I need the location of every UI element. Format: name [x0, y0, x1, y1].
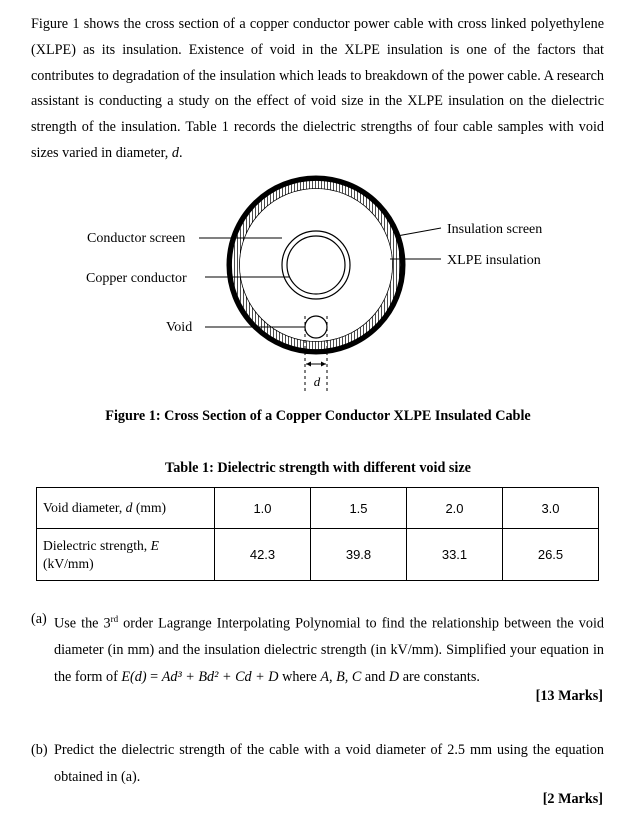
intro-paragraph: [31, 12, 604, 167]
question-a: [31, 606, 604, 690]
cable-cross-section-figure: [0, 170, 636, 406]
row-label-void-diameter: Void diameter, d (mm): [37, 488, 215, 529]
question-b-marks: [2 Marks]: [542, 791, 603, 807]
question-a-marks: [13 Marks]: [535, 688, 603, 704]
dimension-arrow-head-right: [321, 362, 326, 367]
table-row: [37, 488, 599, 529]
figure-caption: Figure 1: Cross Section of a Copper Conductor XLPE Insulated Cable: [105, 408, 531, 424]
label-copper-conductor: Copper conductor: [86, 271, 187, 286]
table-cell: 26.5: [503, 529, 599, 581]
dielectric-strength-table: [36, 487, 599, 581]
label-xlpe-insulation: XLPE insulation: [447, 253, 541, 268]
table-cell: 2.0: [407, 488, 503, 529]
row-label-dielectric-strength: Dielectric strength, E (kV/mm): [37, 529, 215, 581]
copper-conductor-circle: [287, 236, 345, 294]
void-circle: [305, 316, 327, 338]
leader-insulation-screen: [397, 228, 441, 236]
label-void: Void: [166, 320, 193, 335]
table-cell: 39.8: [311, 529, 407, 581]
label-conductor-screen: Conductor screen: [87, 231, 186, 246]
table-cell: 1.0: [215, 488, 311, 529]
question-b-label: (b): [31, 742, 48, 758]
label-insulation-screen: Insulation screen: [447, 222, 543, 237]
question-a-text: Use the 3rd order Lagrange Interpolating Polynomial to find the relationship between the void diameter (in mm) and the insulation dielectric strength (in kV/mm). Simplified your equation in the form of E(d) = Ad³ + Bd² + Cd + D where A, B, C and D are constants.: [54, 614, 604, 685]
table-cell: 1.5: [311, 488, 407, 529]
intro-period: .: [178, 144, 183, 161]
table-row: [37, 529, 599, 581]
question-b: [31, 737, 604, 790]
dimension-label-d: d: [313, 374, 321, 389]
equation-rhs: Ad³ + Bd² + Cd + D: [161, 668, 279, 685]
table-cell: 42.3: [215, 529, 311, 581]
intro-var-d: d: [171, 144, 179, 161]
equation-lhs: E(d): [121, 668, 147, 685]
table-caption: Table 1: Dielectric strength with different void size: [165, 460, 471, 476]
question-b-text: Predict the dielectric strength of the cable with a void diameter of 2.5 mm using the equation obtained in (a).: [54, 742, 604, 785]
table-cell: 33.1: [407, 529, 503, 581]
intro-text: Figure 1 shows the cross section of a copper conductor power cable with cross linked polyethylene (XLPE) as its insulation. Existence of void in the XLPE insulation is one of the factors that contributes to degradation of the insulation which leads to breakdown of the power cable. A research assistant is conducting a study on the effect of void size in the XLPE insulation on the dielectric strength of the insulation. Table 1 records the dielectric strengths of four cable samples with void sizes varied in diameter,: [31, 16, 604, 161]
dimension-arrow-head-left: [306, 362, 311, 367]
question-a-label: (a): [31, 611, 47, 627]
table-cell: 3.0: [503, 488, 599, 529]
